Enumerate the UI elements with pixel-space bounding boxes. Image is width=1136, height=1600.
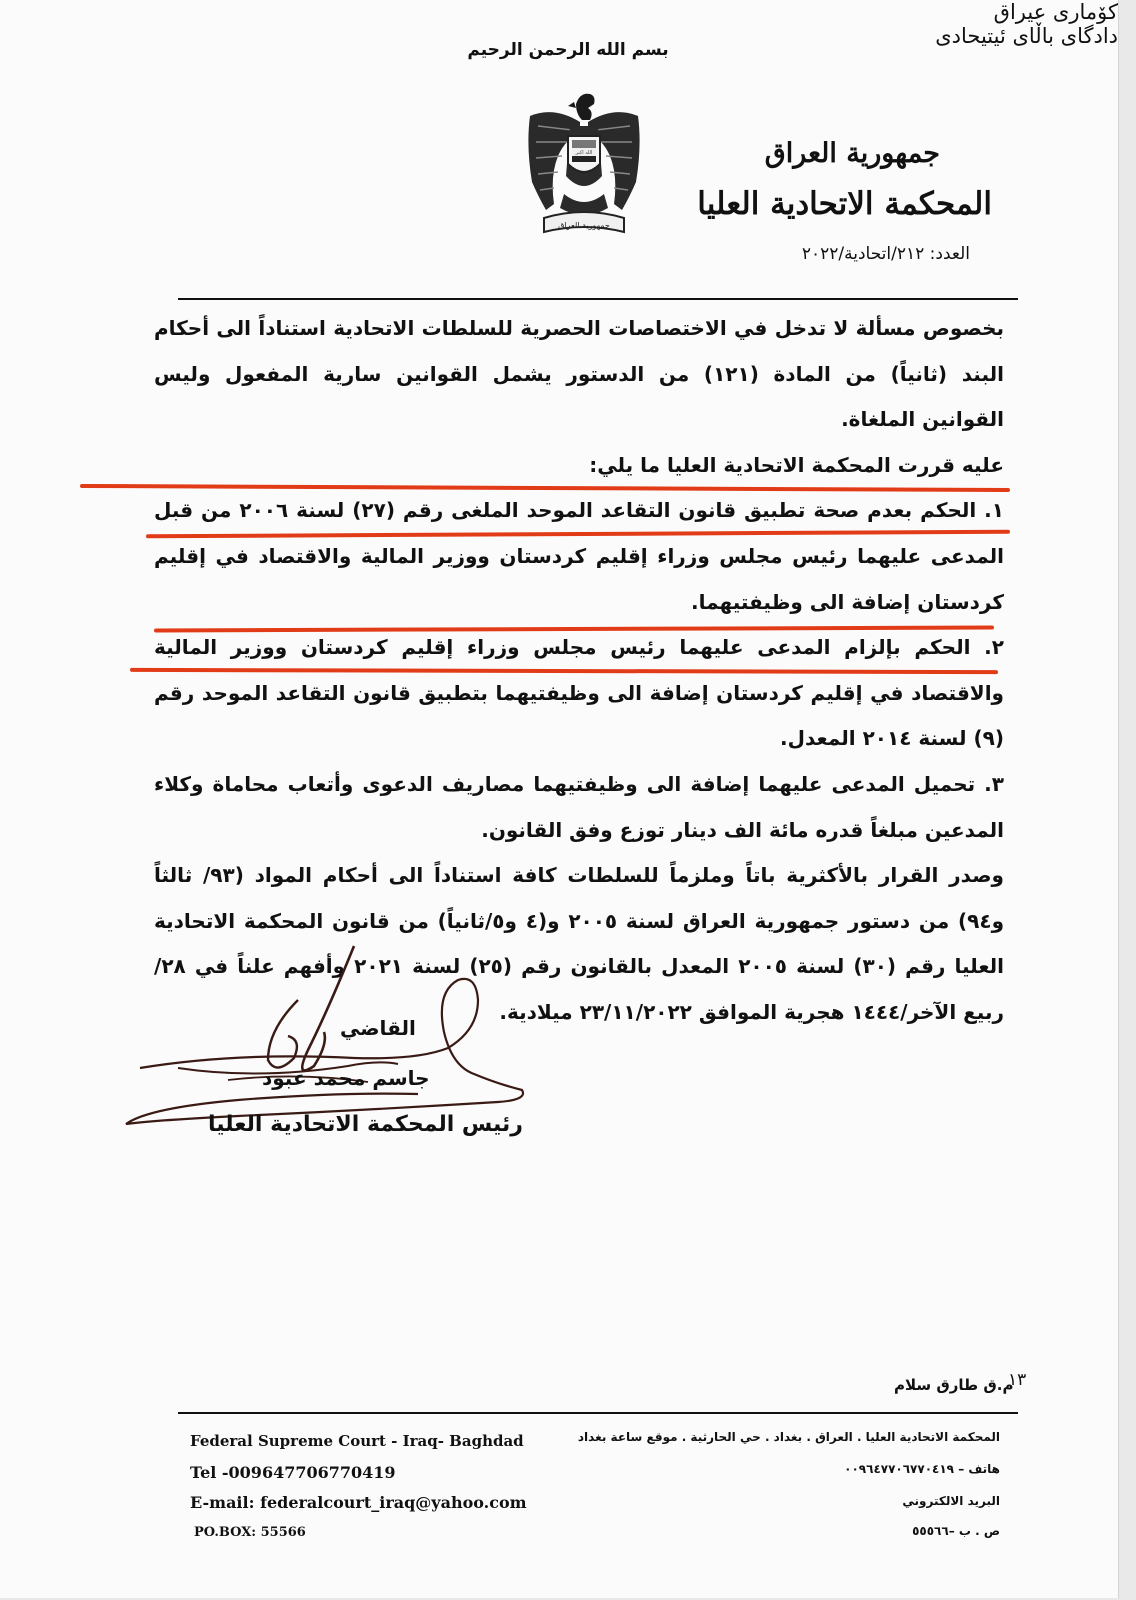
court-title-kurdish: دادگاى باڵاى ئيتيحادى xyxy=(935,24,1118,48)
judge-name: جاسم محمد عبود xyxy=(262,1066,430,1090)
country-title: جمهورية العراق xyxy=(764,138,940,169)
iraq-eagle-emblem-icon xyxy=(524,86,644,244)
header-divider xyxy=(178,298,1018,300)
basmala: بسم الله الرحمن الرحيم xyxy=(467,40,669,60)
decision-item-2: ٢. الحكم بإلزام المدعى عليهما رئيس مجلس وزراء إقليم كردستان ووزير المالية والاقتصاد في إقليم كردستان إضافة الى وظيفتيهما بتطبيق قانون التقاعد الموحد رقم (٩) لسنة ٢٠١٤ المعدل. xyxy=(154,635,1004,751)
footer-email-ar: البريد الالكتروني xyxy=(902,1494,1000,1508)
page-number: ١٣ xyxy=(1008,1370,1027,1390)
footer-tel-ar: هاتف – ٠٠٩٦٤٧٧٠٦٧٧٠٤١٩ xyxy=(844,1462,1000,1476)
decision-intro: عليه قررت المحكمة الاتحادية العليا ما يلي: xyxy=(589,452,1004,477)
decision-item-3: ٣. تحميل المدعى عليهما إضافة الى وظيفتيهما مصاريف الدعوى وأتعاب محاماة وكلاء المدعين مبلغاً قدره مائة الف دينار توزع وفق القانون. xyxy=(154,771,1004,842)
closing-paragraph: وصدر القرار بالأكثرية باتاً وملزماً للسلطات كافة استناداً الى أحكام المواد (٩٣/ ثالثاً و٩٤) من دستور جمهورية العراق لسنة ٢٠٠٥ و(٤ و٥/ثانياً) من قانون المحكمة الاتحادية العليا رقم (٣٠) لسنة ٢٠٠٥ المعدل بالقانون رقم (٢٥) لسنة ٢٠٢١ وأفهم علناً في ٢٨/ربيع الآخر/١٤٤٤ هجرية الموافق ٢٣/١١/٢٠٢٢ ميلادية. xyxy=(154,863,1005,1024)
footer-email-en: E-mail: federalcourt_iraq@yahoo.com xyxy=(190,1493,527,1512)
country-title-kurdish: كۆمارى عيراق xyxy=(993,0,1118,24)
footer-address-en: Federal Supreme Court - Iraq- Baghdad xyxy=(190,1432,524,1450)
svg-text:الله اكبر: الله اكبر xyxy=(575,150,593,156)
court-title: المحكمة الاتحادية العليا xyxy=(697,186,992,222)
footer-address-ar: المحكمة الاتحادية العليا . العراق . بغداد . حي الحارثية . موقع ساعة بغداد xyxy=(577,1430,1000,1444)
intro-paragraph: بخصوص مسألة لا تدخل في الاختصاصات الحصرية للسلطات الاتحادية استناداً الى أحكام البند (ثانياً) من المادة (١٢١) من الدستور يشمل القوانين سارية المفعول وليس القوانين الملغاة. xyxy=(154,316,1004,432)
judge-title: القاضي xyxy=(340,1016,416,1040)
judge-position: رئيس المحكمة الاتحادية العليا xyxy=(208,1112,523,1137)
clerk-code: م.ق طارق سلام xyxy=(894,1376,1014,1394)
footer-tel-en: Tel -009647706770419 xyxy=(190,1463,396,1482)
reference-number: العدد: ٢١٢/اتحادية/٢٠٢٢ xyxy=(801,244,970,264)
handwritten-signature xyxy=(118,940,538,1130)
footer-pobox-ar: ص . ب –٥٥٥٦٦ xyxy=(912,1524,1000,1538)
footer-divider xyxy=(178,1412,1018,1414)
emblem-scroll-text: جمهورية العراق xyxy=(558,221,610,230)
footer-pobox-en: PO.BOX: 55566 xyxy=(194,1525,306,1540)
decision-item-1: ١. الحكم بعدم صحة تطبيق قانون التقاعد الموحد الملغى رقم (٢٧) لسنة ٢٠٠٦ من قبل المدعى عليهما رئيس مجلس وزراء إقليم كردستان ووزير المالية والاقتصاد في إقليم كردستان إضافة الى وظيفتيهما. xyxy=(154,498,1004,614)
